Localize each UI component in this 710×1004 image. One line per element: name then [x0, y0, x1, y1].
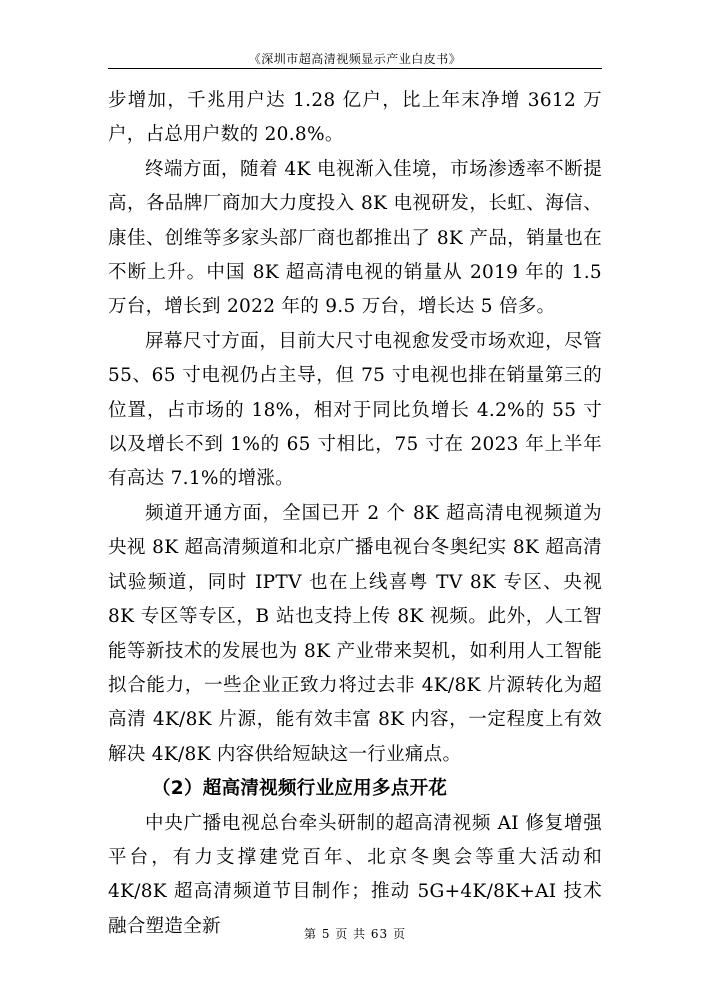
page-number-footer: 第 5 页 共 63 页	[304, 927, 406, 941]
paragraph-continuation: 步增加，千兆用户达 1.28 亿户，比上年末净增 3612 万户，占总用户数的 20.8%。	[108, 90, 602, 146]
paragraph-channels: 频道开通方面，全国已开 2 个 8K 超高清电视频道为央视 8K 超高清频道和北京广播电视台冬奥纪实 8K 超高清试验频道，同时 IPTV 也在上线喜粤 TV 8K 专区、央视 8K 专区等专区，B 站也支持上传 8K 视频。此外，人工智能等新技术的发展也为 8K 产业带来契机，如利用人工智能拟合能力，一些企业正致力将过去非 4K/8K 片源转化为超高清 4K/8K 片源，能有效丰富 8K 内容，一定程度上有效解决 4K/8K 内容供给短缺这一行业痛点。	[108, 502, 602, 765]
document-body	[108, 84, 602, 944]
page-header-title: 《深圳市超高清视频显示产业白皮书》	[248, 52, 462, 66]
paragraph-industry-application: 中央广播电视总台牵头研制的超高清视频 AI 修复增强平台，有力支撑建党百年、北京冬奥会等重大活动和 4K/8K 超高清频道节目制作；推动 5G+4K/8K+AI 技术融合塑造全新	[108, 812, 602, 937]
section-heading: （2）超高清视频行业应用多点开花	[152, 778, 448, 800]
header-divider	[108, 68, 602, 69]
paragraph-terminal: 终端方面，随着 4K 电视渐入佳境，市场渗透率不断提高，各品牌厂商加大力度投入 8K 电视研发，长虹、海信、康佳、创维等多家头部厂商也都推出了 8K 产品，销量也在不断上升。中国 8K 超高清电视的销量从 2019 年的 1.5 万台，增长到 2022 年的 9.5 万台，增长达 5 倍多。	[108, 158, 602, 318]
paragraph-screen-size: 屏幕尺寸方面，目前大尺寸电视愈发受市场欢迎，尽管 55、65 寸电视仍占主导，但 75 寸电视也排在销量第三的位置，占市场的 18%，相对于同比负增长 4.2%的 55 寸以及增长不到 1%的 65 寸相比，75 寸在 2023 年上半年有高达 7.1%的增涨。	[108, 330, 602, 490]
